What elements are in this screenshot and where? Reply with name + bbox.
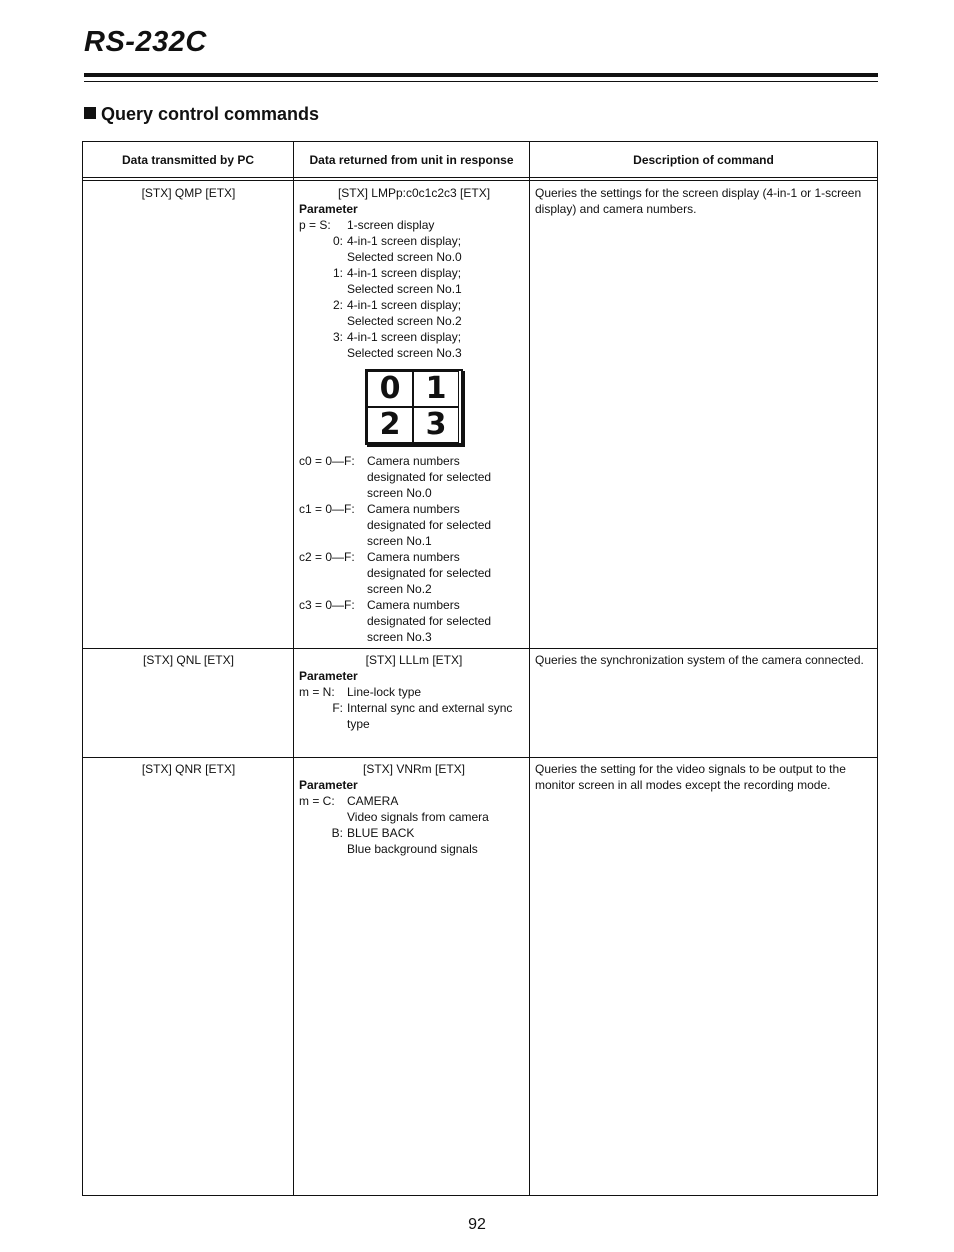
screen-layout-diagram [365,369,463,445]
camera-param-line: screen No.0 [367,486,432,500]
column-header-description: Description of command [633,153,774,167]
param-line: m = N: Line-lock type [299,685,422,699]
section-heading [84,104,319,125]
param-line: Selected screen No.1 [347,282,462,296]
screen-cell-0: 0 [367,371,413,407]
param-line: 0: 4-in-1 screen display; [332,234,462,248]
parameter-label: Parameter [299,669,358,683]
camera-param: c1 = 0—F: Camera numbers [299,502,460,516]
row-1-description: Queries the settings for the screen display (4-in-1 or 1-screen display) and camera numbers. [535,186,862,216]
header-rule-thin [84,81,878,82]
param-line: Video signals from camera [347,810,489,824]
camera-param: c2 = 0—F: Camera numbers [299,550,460,564]
row-3-sent: [STX] QNR [ETX] [141,762,236,776]
section-title: Query control commands [101,104,320,124]
response-command: [STX] VNRm [ETX] [362,762,465,776]
param-line: Selected screen No.3 [347,346,462,360]
column-header-response: Data returned from unit in response [309,153,514,167]
camera-param-line: designated for selected [367,518,492,532]
row-1-sent: [STX] QMP [ETX] [141,186,236,200]
row-3-response [299,761,529,857]
camera-param-line: designated for selected [367,614,492,628]
param-line: p = S: 1-screen display [299,218,435,232]
param-line: Selected screen No.0 [347,250,462,264]
param-line: F: Internal sync and external sync [332,701,513,715]
response-command: [STX] LLLm [ETX] [365,653,463,667]
param-line: 1: 4-in-1 screen display; [332,266,462,280]
parameter-label: Parameter [299,778,358,792]
screen-cell-1: 1 [413,371,459,407]
camera-param: c0 = 0—F: Camera numbers [299,454,460,468]
row-divider [83,757,877,758]
page-number: 92 [468,1216,486,1233]
row-2-sent: [STX] QNL [ETX] [143,653,234,667]
row-2-response [299,652,529,732]
row-divider [83,648,877,649]
column-header-sent: Data transmitted by PC [121,153,255,167]
camera-param-line: designated for selected [367,566,492,580]
screen-cell-3: 3 [413,407,459,443]
response-command: [STX] LMPp:c0c1c2c3 [ETX] [337,186,491,200]
header-divider [83,180,877,181]
param-line: B: BLUE BACK [331,826,415,840]
param-line: 2: 4-in-1 screen display; [332,298,462,312]
row-2-description: Queries the synchronization system of the camera connected. [535,653,864,667]
page-header-title: RS-232C [84,26,207,58]
param-line: Selected screen No.2 [347,314,462,328]
camera-param-line: screen No.2 [367,582,432,596]
column-divider [529,142,530,1195]
screen-cell-2: 2 [367,407,413,443]
param-line: Blue background signals [347,842,478,856]
row-1-response [299,185,529,645]
query-commands-table [82,141,878,1196]
camera-param-line: screen No.1 [367,534,432,548]
header-rule-thick [84,73,878,77]
camera-param: c3 = 0—F: Camera numbers [299,598,460,612]
camera-param-line: screen No.3 [367,630,432,644]
camera-param-line: designated for selected [367,470,492,484]
param-line: 3: 4-in-1 screen display; [332,330,462,344]
row-3-description: Queries the setting for the video signals to be output to the monitor screen in all modes except the recording mode. [535,762,846,792]
parameter-label: Parameter [299,202,358,216]
param-line: m = C: CAMERA [299,794,399,808]
column-divider [293,142,294,1195]
square-bullet-icon [84,107,96,119]
param-line: type [347,717,370,731]
